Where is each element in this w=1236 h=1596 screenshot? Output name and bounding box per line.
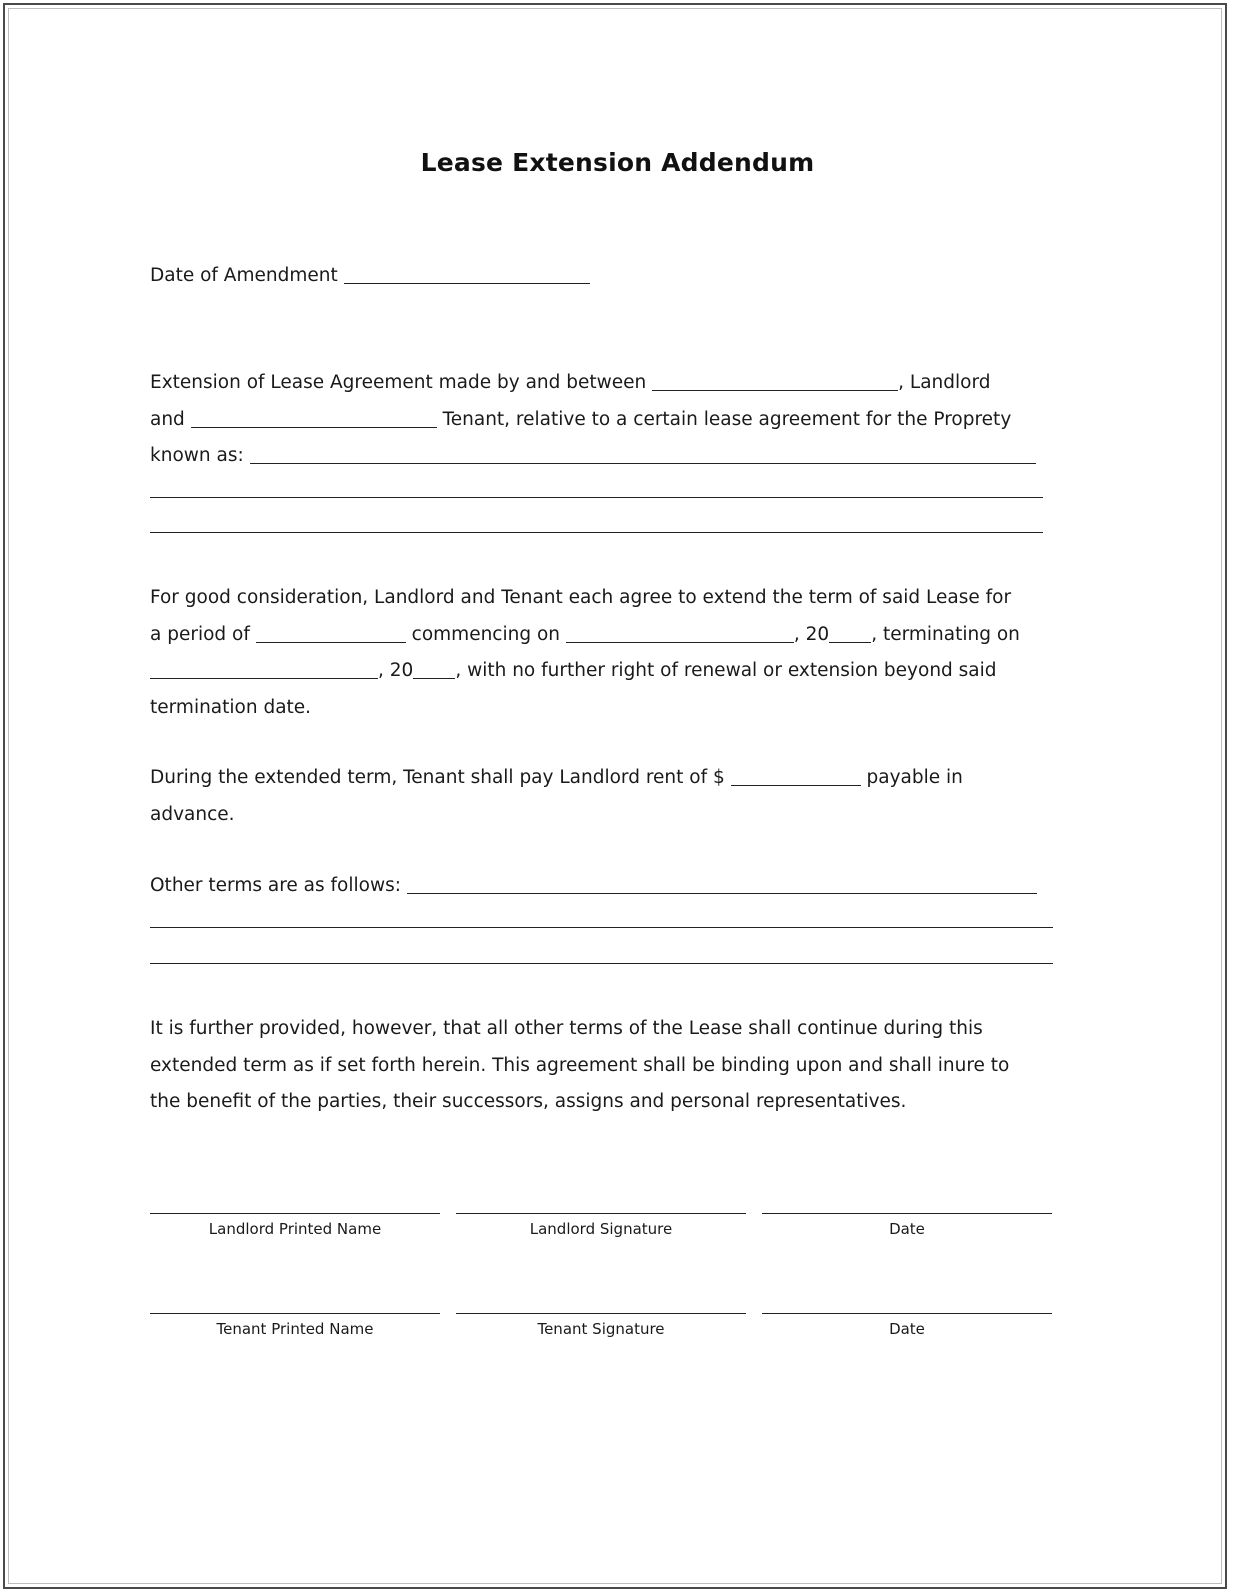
consideration-text-4: , 20 (793, 623, 830, 645)
tenant-name-field[interactable] (191, 407, 437, 428)
document-page (150, 0, 1085, 1596)
landlord-signature-label: Landlord Signature (529, 1220, 673, 1238)
other-terms-label: Other terms are as follows: (150, 875, 401, 896)
further-text-3: the benefit of the parties, their successors, assigns and personal representatives. (150, 1091, 907, 1112)
terminating-year-field[interactable] (413, 658, 455, 679)
other-terms-section (150, 868, 1085, 905)
landlord-name-field[interactable] (652, 370, 898, 391)
other-terms-field-2[interactable] (150, 927, 1053, 928)
further-text-2: extended term as if set forth herein. This agreement shall be binding upon and shall inure to (150, 1054, 1010, 1076)
tenant-printed-name-block (150, 1313, 440, 1338)
rent-amount-field[interactable] (731, 765, 861, 786)
property-address-field-2[interactable] (150, 497, 1043, 498)
consideration-paragraph (150, 580, 1085, 726)
tenant-date-block (762, 1313, 1052, 1338)
further-provided-paragraph (150, 1011, 1085, 1121)
tenant-date-label: Date (889, 1320, 925, 1338)
tenant-printed-name-label: Tenant Printed Name (216, 1320, 374, 1338)
other-terms-field-3[interactable] (150, 963, 1053, 964)
consideration-text-1: For good consideration, Landlord and Tenant each agree to extend the term of said Lease for (150, 587, 1012, 608)
document-title: Lease Extension Addendum (420, 148, 815, 177)
property-address-field-1[interactable] (250, 443, 1036, 464)
further-text-1: It is further provided, however, that all other terms of the Lease shall continue during this (150, 1018, 983, 1039)
parties-text-5: known as: (150, 445, 244, 466)
terminating-date-field[interactable] (150, 658, 378, 679)
tenant-date-line[interactable] (762, 1313, 1052, 1314)
date-of-amendment-section (150, 258, 1085, 295)
other-terms-field-1[interactable] (407, 873, 1037, 894)
date-of-amendment-label: Date of Amendment (150, 265, 338, 286)
rent-text-1: During the extended term, Tenant shall pay Landlord rent of $ (150, 767, 725, 788)
rent-paragraph (150, 760, 1085, 833)
tenant-signature-row (150, 1313, 1085, 1353)
consideration-text-6: , 20 (378, 660, 414, 681)
parties-text-4: Tenant, relative to a certain lease agreement for the Proprety (442, 408, 1012, 430)
landlord-signature-block (456, 1213, 746, 1238)
landlord-signature-row (150, 1213, 1085, 1253)
property-address-field-3[interactable] (150, 532, 1043, 533)
parties-text-2: , Landlord (898, 372, 991, 393)
landlord-printed-name-line[interactable] (150, 1213, 440, 1214)
landlord-printed-name-label: Landlord Printed Name (208, 1220, 382, 1238)
rent-text-3: advance. (150, 803, 235, 825)
tenant-signature-line[interactable] (456, 1313, 746, 1314)
landlord-printed-name-block (150, 1213, 440, 1238)
consideration-text-2: a period of (150, 623, 250, 645)
tenant-signature-block (456, 1313, 746, 1338)
commencing-date-field[interactable] (566, 622, 794, 643)
landlord-date-block (762, 1213, 1052, 1238)
consideration-text-5: , terminating on (871, 623, 1020, 645)
parties-paragraph (150, 365, 1085, 475)
parties-text-3: and (150, 408, 185, 430)
consideration-text-7: , with no further right of renewal or extension beyond said (455, 660, 997, 681)
date-of-amendment-field[interactable] (344, 263, 590, 284)
tenant-printed-name-line[interactable] (150, 1313, 440, 1314)
parties-text-1: Extension of Lease Agreement made by and between (150, 372, 647, 393)
consideration-text-3: commencing on (411, 623, 560, 645)
extension-period-field[interactable] (256, 622, 406, 643)
commencing-year-field[interactable] (829, 622, 871, 643)
landlord-date-line[interactable] (762, 1213, 1052, 1214)
consideration-text-8: termination date. (150, 696, 312, 718)
landlord-signature-line[interactable] (456, 1213, 746, 1214)
rent-text-2: payable in (866, 767, 963, 788)
landlord-date-label: Date (889, 1220, 925, 1238)
tenant-signature-label: Tenant Signature (537, 1320, 665, 1338)
